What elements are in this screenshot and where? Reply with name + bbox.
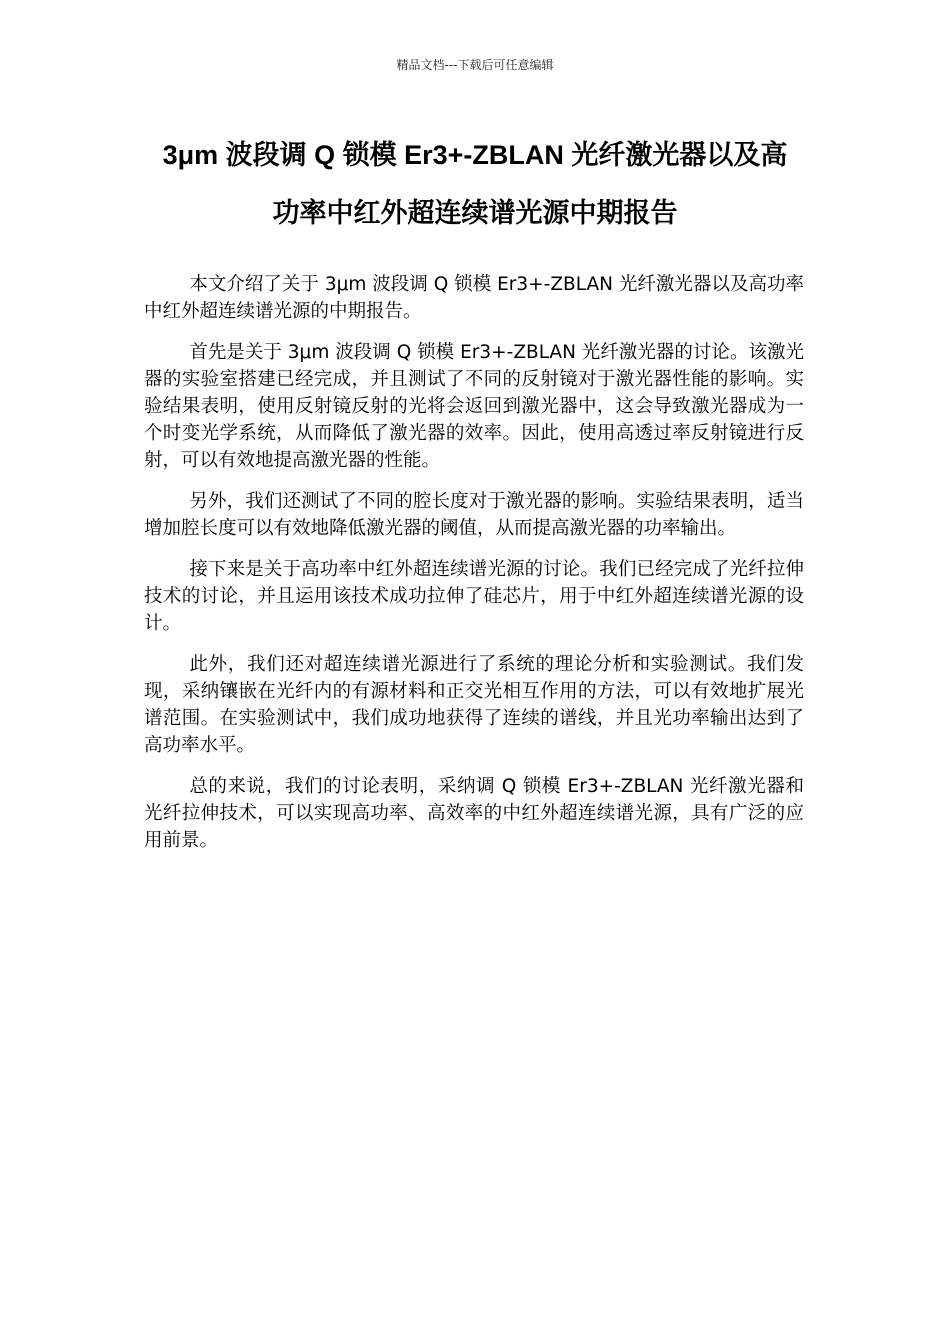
- paragraph-conclusion: 总的来说，我们的讨论表明，采纳调 Q 锁模 Er3+-ZBLAN 光纤激光器和光纤拉伸技术，可以实现高功率、高效率的中红外超连续谱光源，具有广泛的应用前景。: [144, 776, 804, 851]
- title-line-1: 3μm 波段调 Q 锁模 Er3+-ZBLAN 光纤激光器以及高: [162, 140, 788, 170]
- title-line-2: 功率中红外超连续谱光源中期报告: [272, 198, 678, 228]
- paragraph-analysis-testing: 此外，我们还对超连续谱光源进行了系统的理论分析和实验测试。我们发现，采纳镶嵌在光纤内的有源材料和正交光相互作用的方法，可以有效地扩展光谱范围。在实验测试中，我们成功地获得了连续的谱线，并且光功率输出达到了高功率水平。: [144, 654, 804, 756]
- paragraph-supercontinuum-source: 接下来是关于高功率中红外超连续谱光源的讨论。我们已经完成了光纤拉伸技术的讨论，并且运用该技术成功拉伸了硅芯片，用于中红外超连续谱光源的设计。: [144, 559, 804, 634]
- paragraph-intro: 本文介绍了关于 3μm 波段调 Q 锁模 Er3+-ZBLAN 光纤激光器以及高功率中红外超连续谱光源的中期报告。: [144, 274, 804, 322]
- paragraph-cavity-length: 另外，我们还测试了不同的腔长度对于激光器的影响。实验结果表明，适当增加腔长度可以有效地降低激光器的阈值，从而提高激光器的功率输出。: [144, 491, 804, 539]
- document-body: [144, 271, 804, 868]
- paragraph-laser-discussion: 首先是关于 3μm 波段调 Q 锁模 Er3+-ZBLAN 光纤激光器的讨论。该激光器的实验室搭建已经完成，并且测试了不同的反射镜对于激光器性能的影响。实验结果表明，使用反射镜反射的光将会返回到激光器中，这会导致激光器成为一个时变光学系统，从而降低了激光器的效率。因此，使用高透过率反射镜进行反射，可以有效地提高激光器的性能。: [144, 342, 804, 471]
- page-header: 精品文档---下载后可任意编辑: [396, 58, 554, 72]
- document-title: [120, 126, 830, 242]
